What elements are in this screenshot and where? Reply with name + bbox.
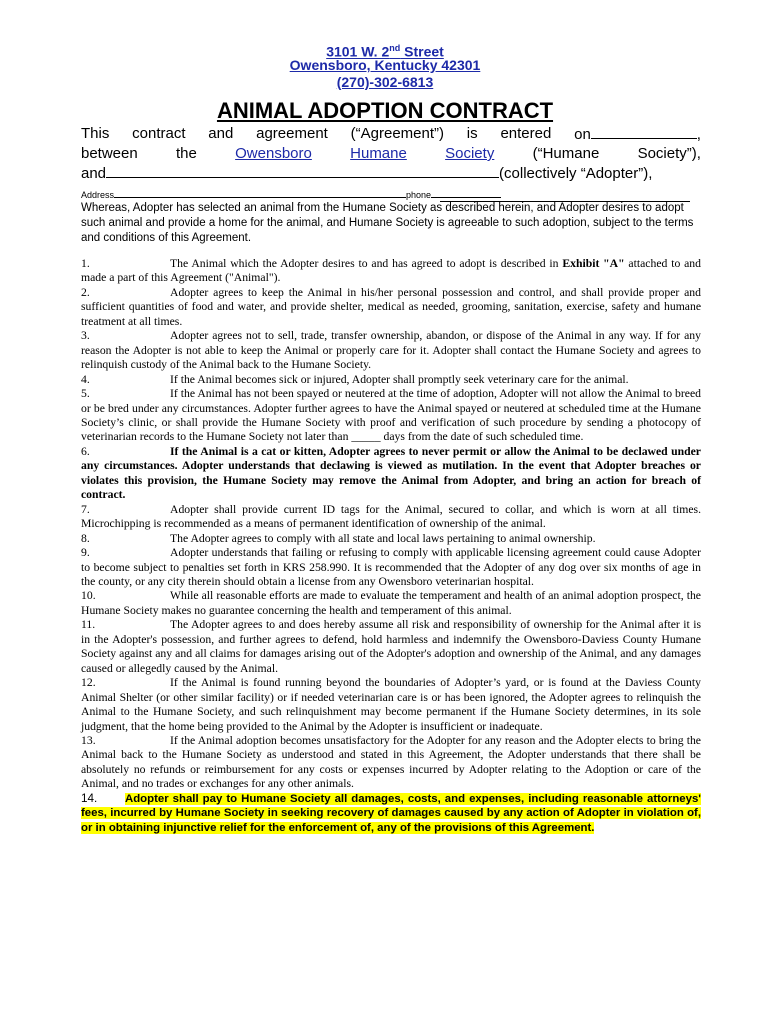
page-title: ANIMAL ADOPTION CONTRACT bbox=[216, 98, 554, 123]
clause-11: 11. The Adopter agrees to and does hereby assume all risk and responsibility of ownership for the Animal after it is in the Adopter's possession, and further agrees to defend, hold harmless and indemnify the Owensboro-Daviess County Humane Society against any and all claims for damages arising out of the Adopter's adoption and ownership of the Animal, and any damages caused or allegedly caused by the Animal. bbox=[81, 618, 701, 675]
clause-7: 7. Adopter shall provide current ID tags for the Animal, secured to collar, and which is worn at all times. Microchipping is recommended as a means of permanent identification of ownership of the animal. bbox=[81, 502, 701, 531]
clause-9: 9. Adopter understands that failing or refusing to comply with applicable licensing agreement could cause Adopter to become subject to penalties set forth in KRS 258.990. It is recommended that the Adopter of any dog over six months of age in the county, or any city therein should obtain a license from any Owensboro veterinarian hospital. bbox=[81, 546, 701, 588]
address-blank[interactable] bbox=[114, 188, 406, 198]
clause-4: 4. If the Animal becomes sick or injured, Adopter shall promptly seek veterinary care for the animal. bbox=[81, 372, 629, 386]
clauses-list bbox=[81, 257, 701, 835]
intro-line-2: between the Owensboro Humane Society (“Humane Society”), bbox=[81, 145, 701, 162]
clause-12: 12. If the Animal is found running beyond the boundaries of Adopter’s yard, or is found at the Daviess County Animal Shelter (or other similar facility) or if needed veterinarian care is or has been ignored, the Adopter agrees to relinquish the Animal to the Humane Society, and such relinquishment may become permanent if the Humane Society determines, in its sole judgment, that the home being provided to the Animal by the Adopter is insufficient or inadequate. bbox=[81, 676, 701, 733]
clause-8: 8. The Adopter agrees to comply with all state and local laws pertaining to animal ownership. bbox=[81, 531, 596, 545]
org-link[interactable]: Owensboro bbox=[235, 145, 312, 162]
whereas-paragraph: Whereas, Adopter has selected an animal from the Humane Society as described herein, and Adopter desires to adopt such animal and provide a home for the animal, and Humane Society is agreeable to such adoption, subject to the terms and conditions of this Agreement. bbox=[81, 202, 694, 244]
clause-5: 5. If the Animal has not been spayed or neutered at the time of adoption, Adopter will not allow the Animal to breed or be bred under any circumstances. Adopter further agrees to have the Animal spayed or neutered at scheduled time at the Humane Society’s clinic, or shall provide the Humane Society with proof and verification of such procedure by sending a photocopy of veterinarian records to the Humane Society not later than _____ days from the date of such scheduled time. bbox=[81, 387, 701, 444]
clause-10: 10. While all reasonable efforts are made to evaluate the temperament and health of an animal adoption prospect, the Humane Society makes no guarantee concerning the health and temperament of this animal. bbox=[81, 589, 701, 617]
intro-line-3: and (collectively “Adopter”), bbox=[81, 165, 653, 182]
adopter-name-blank[interactable] bbox=[106, 163, 499, 178]
intro-paragraph bbox=[81, 124, 701, 183]
highlighted-clause-text: Adopter shall pay to Humane Society all damages, costs, and expenses, including reasonable attorneys' fees, incurred by Humane Society in seeking recovery of damages caused by any action of Adopter in violation of, or in obtaining injunctive relief for the enforcement of, any of the provisions of this Agreement. bbox=[81, 792, 701, 834]
header-street: 3101 W. 2nd Street bbox=[326, 43, 444, 60]
header-phone: (270)-302-6813 bbox=[336, 74, 434, 90]
date-blank[interactable] bbox=[591, 124, 697, 139]
clause-6: 6. If the Animal is a cat or kitten, Adopter agrees to never permit or allow the Animal to be declawed under any circumstances. Adopter understands that declawing is viewed as mutilation. In the event that Adopter breaches or violates this provision, the Humane Society may remove the Animal from Adopter, and bring an action for breach of contract. bbox=[81, 444, 701, 502]
header-city: Owensboro, Kentucky 42301 bbox=[289, 57, 481, 73]
address-row: Address phone bbox=[81, 188, 691, 201]
phone-blank[interactable] bbox=[431, 188, 501, 198]
clause-1: 1. The Animal which the Adopter desires to and has agreed to adopt is described in Exhibit "A" attached to and made a part of this Agreement ("Animal"). bbox=[81, 257, 701, 285]
clause-13: 13. If the Animal adoption becomes unsatisfactory for the Adopter for any reason and the Adopter elects to bring the Animal back to the Humane Society as understood and stated in this Agreement, the Adopter understands that there shall be absolutely no refunds or reimbursement for any costs or expenses incurred by Adopter relating to the Adoption or care of the Animal, and no trades or exchanges for any other animals. bbox=[81, 733, 701, 791]
intro-line-1: This contract and agreement (“Agreement”) is entered on , bbox=[81, 125, 701, 143]
clause-2: 2. Adopter agrees to keep the Animal in his/her personal possession and control, and shall provide proper and sufficient quantities of food and water, and provide shelter, medical as needed, grooming, sanitation, exercise, safety and humane treatment at all times. bbox=[81, 285, 701, 328]
clause-14: 14. Adopter shall pay to Humane Society all damages, costs, and expenses, including reasonable attorneys' fees, incurred by Humane Society in seeking recovery of damages caused by any action of Adopter in violation of, or in obtaining injunctive relief for the enforcement of, any of the provisions of this Agreement. bbox=[81, 791, 701, 834]
clause-3: 3. Adopter agrees not to sell, trade, transfer ownership, abandon, or dispose of the Animal in any way. If for any reason the Adopter is not able to keep the Animal or properly care for it. Adopter shall contact the Humane Society and agrees to relinquish custody of the Animal back to the Humane Society. bbox=[81, 329, 701, 372]
